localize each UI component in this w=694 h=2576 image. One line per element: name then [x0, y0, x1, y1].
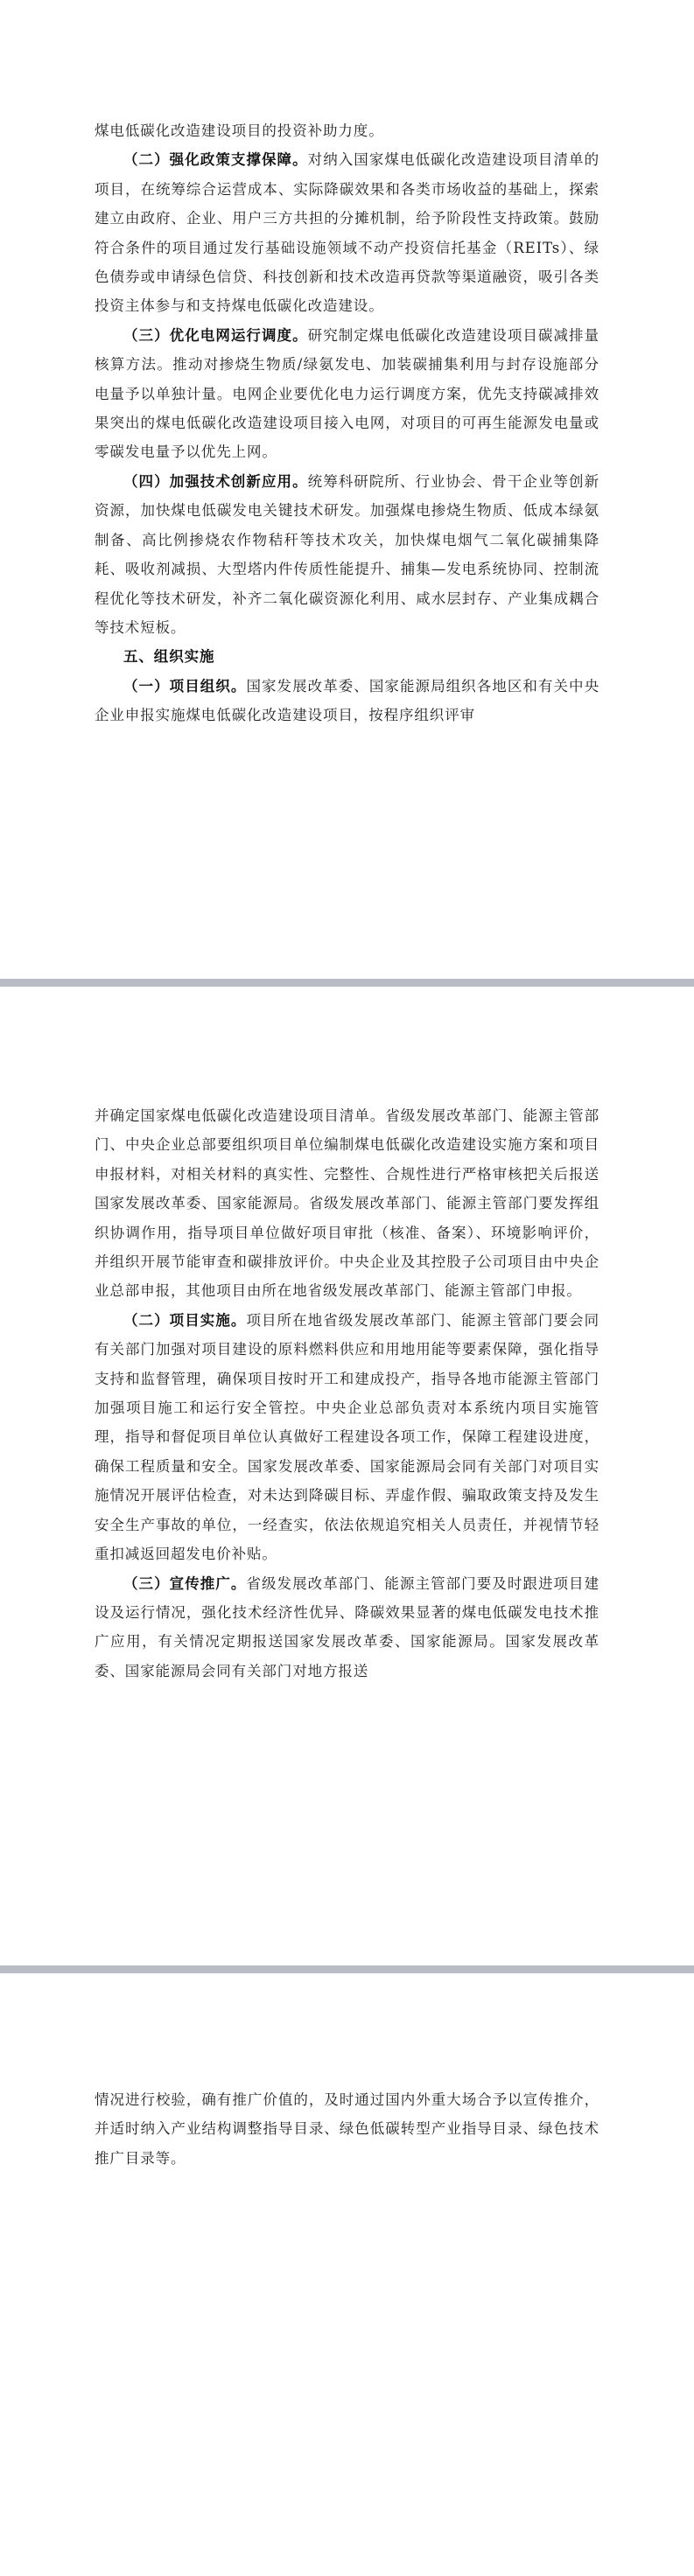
paragraph: 并确定国家煤电低碳化改造建设项目清单。省级发展改革部门、能源主管部门、中央企业总部要组织项目单位编制煤电低碳化改造建设实施方案和项目申报材料，对相关材料的真实性、完整性、合规性进行严格审核把关后报送国家发展改革委、国家能源局。省级发展改革部门、能源主管部门要发挥组织协调作用，指导项目单位做好项目审批（核准、备案）、环境影响评价，并组织开展节能审查和碳排放评价。中央企业及其控股子公司项目由中央企业总部申报，其他项目由所在地省级发展改革部门、能源主管部门申报。 [95, 1107, 599, 1300]
paragraph-lead: （四）加强技术创新应用。 [123, 472, 308, 490]
paragraph-body: 统筹科研院所、行业协会、骨干企业等创新资源，加快煤电低碳发电关键技术研发。加强煤电掺烧生物质、低成本绿氨制备、高比例掺烧农作物秸秆等技术攻关，加快煤电烟气二氧化碳捕集降耗、吸收剂减损、大型塔内件传质性能提升、捕集—发电系统协同、控制流程优化等技术研发，补齐二氧化碳资源化利用、咸水层封存、产业集成耦合等技术短板。 [95, 472, 599, 636]
paragraph-lead: （三）宣传推广。 [123, 1574, 247, 1592]
page-separator [0, 1965, 694, 1973]
document-page [0, 1973, 694, 2576]
paragraph [95, 467, 599, 642]
page-content [95, 987, 599, 1686]
paragraph-lead: （二）项目实施。 [123, 1311, 247, 1329]
document-page [0, 0, 694, 979]
page-content [95, 1973, 599, 2173]
paragraph: 情况进行校验，确有推广价值的，及时通过国内外重大场合予以宣传推介，并适时纳入产业结构调整指导目录、绿色低碳转型产业指导目录、绿色技术推广目录等。 [95, 2091, 599, 2167]
document-page [0, 987, 694, 1965]
paragraph-body: 项目所在地省级发展改革部门、能源主管部门要会同有关部门加强对项目建设的原料燃料供应和用地用能等要素保障，强化指导支持和监督管理，确保项目按时开工和建成投产，指导各地市能源主管部门加强项目施工和运行安全管控。中央企业总部负责对本系统内项目实施管理，指导和督促项目单位认真做好工程建设各项工作，保障工程建设进度，确保工程质量和安全。国家发展改革委、国家能源局会同有关部门对项目实施情况开展评估检查，对未达到降碳目标、弄虚作假、骗取政策支持及发生安全生产事故的单位，一经查实，依法依规追究相关人员责任，并视情节轻重扣减返回超发电价补贴。 [95, 1311, 600, 1563]
paragraph-body: 对纳入国家煤电低碳化改造建设项目清单的项目，在统筹综合运营成本、实际降碳效果和各类市场收益的基础上，探索建立由政府、企业、用户三方共担的分摊机制，给予阶段性支持政策。鼓励符合条件的项目通过发行基础设施领域不动产投资信托基金（REITs）、绿色债券或申请绿色信贷、科技创新和技术改造再贷款等渠道融资，吸引各类投资主体参与和支持煤电低碳化改造建设。 [95, 151, 599, 315]
page-content [95, 0, 599, 730]
paragraph-lead: （二）强化政策支撑保障。 [123, 151, 308, 169]
paragraph-lead: （一）项目组织。 [123, 677, 247, 695]
paragraph [95, 145, 599, 320]
section-heading: 五、组织实施 [123, 648, 215, 666]
paragraph-body: 研究制定煤电低碳化改造建设项目碳减排量核算方法。推动对掺烧生物质/绿氨发电、加装碳捕集利用与封存设施部分电量予以单独计量。电网企业要优化电力运行调度方案，优先支持碳减排效果突出的煤电低碳化改造建设项目接入电网，对项目的可再生能源发电量或零碳发电量予以优先上网。 [95, 326, 599, 461]
paragraph-body: 省级发展改革部门、能源主管部门要及时跟进项目建设及运行情况，强化技术经济性优异、降碳效果显著的煤电低碳发电技术推广应用，有关情况定期报送国家发展改革委、国家能源局。国家发展改革委、国家能源局会同有关部门对地方报送 [95, 1574, 600, 1679]
paragraph: 煤电低碳化改造建设项目的投资补助力度。 [95, 122, 384, 139]
paragraph-lead: （三）优化电网运行调度。 [123, 326, 308, 344]
paragraph [95, 672, 599, 730]
paragraph [95, 321, 599, 467]
paragraph [95, 1569, 599, 1686]
paragraph-body: 国家发展改革委、国家能源局组织各地区和有关中央企业申报实施煤电低碳化改造建设项目，按程序组织评审 [95, 677, 600, 724]
page-separator [0, 979, 694, 987]
paragraph [95, 1306, 599, 1569]
